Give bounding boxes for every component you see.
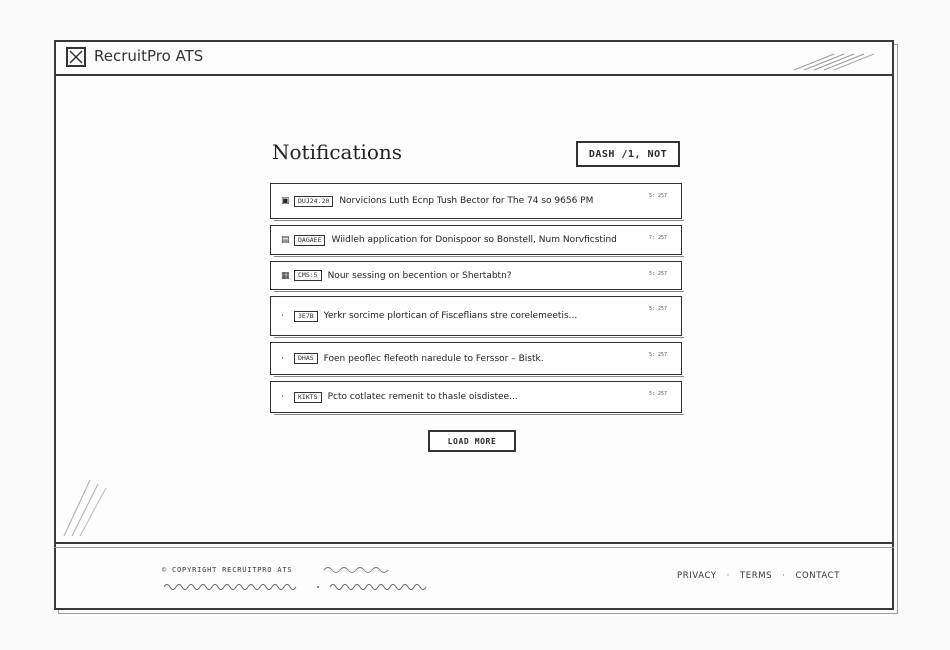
- dot-icon: ·: [281, 353, 284, 364]
- notification-time: 5: 257: [648, 352, 667, 358]
- tag-icon: ▣: [281, 196, 290, 206]
- notification-time: 5: 257: [648, 306, 667, 312]
- calendar-icon: ▦: [281, 270, 290, 281]
- copyright-text: © COPYRIGHT RECRUITPRO ATS: [162, 566, 293, 574]
- dot-icon: ·: [281, 311, 284, 321]
- contact-link[interactable]: CONTACT: [795, 571, 840, 581]
- page-title: Notifications: [272, 140, 403, 164]
- notification-text: Norvicions Luth Ecnp Tush Bector for The 74 so 9656 PM: [339, 196, 594, 206]
- notification-tag: DUJ24.20: [294, 196, 333, 207]
- list-item[interactable]: [270, 296, 682, 336]
- notification-tag: 3E7B: [294, 311, 318, 322]
- footer-divider-shadow: [54, 547, 894, 548]
- notification-time: 5: 257: [648, 271, 667, 277]
- notification-text: Nour sessing on becention or Shertabtn?: [327, 270, 512, 281]
- load-more-button[interactable]: LOAD MORE: [428, 430, 516, 452]
- list-item[interactable]: [270, 183, 682, 219]
- terms-link[interactable]: TERMS: [739, 571, 773, 581]
- app-title: RecruitPro ATS: [94, 47, 204, 65]
- notification-time: 5: 257: [648, 193, 667, 199]
- breadcrumb[interactable]: DASH /1, NOT: [576, 141, 680, 167]
- list-item[interactable]: [270, 381, 682, 413]
- notification-text: Pcto cotlatec remenit to thasle oisdistee...: [327, 392, 518, 402]
- notification-tag: DAGAEE: [294, 235, 325, 246]
- briefcase-icon: ▤: [281, 235, 290, 245]
- dot-icon: ·: [281, 392, 284, 402]
- list-item[interactable]: [270, 225, 682, 255]
- list-item[interactable]: [270, 261, 682, 290]
- notification-time: 7: 257: [648, 235, 667, 241]
- notification-text: Foen peoflec flefeoth naredule to Ferssor – Bistk.: [323, 353, 544, 364]
- privacy-link[interactable]: PRIVACY: [677, 571, 717, 581]
- decorative-hatch-icon: [794, 50, 884, 72]
- title-bar: [54, 40, 894, 76]
- scribble-line-icon: [162, 580, 432, 592]
- notification-text: Yerkr sorcime plortican of Fisceflians stre corelemeetis...: [323, 311, 578, 321]
- footer-divider: [54, 542, 894, 544]
- app-logo-icon: [66, 47, 86, 67]
- notification-tag: CMS:5: [294, 270, 322, 281]
- notification-time: 5: 257: [648, 391, 667, 397]
- notification-tag: KIKTS: [294, 392, 322, 403]
- notification-list: [270, 183, 682, 419]
- link-separator: ·: [726, 571, 730, 581]
- link-separator: ·: [782, 571, 786, 581]
- list-item[interactable]: [270, 342, 682, 375]
- notification-tag: DHAS: [294, 353, 318, 364]
- footer-links: [677, 571, 840, 581]
- scribble-decoration-icon: [322, 564, 392, 574]
- notification-text: Wiidleh application for Donispoor so Bonstell, Num Norvficstind: [331, 235, 617, 245]
- decorative-hatch-bottom-icon: [60, 470, 120, 540]
